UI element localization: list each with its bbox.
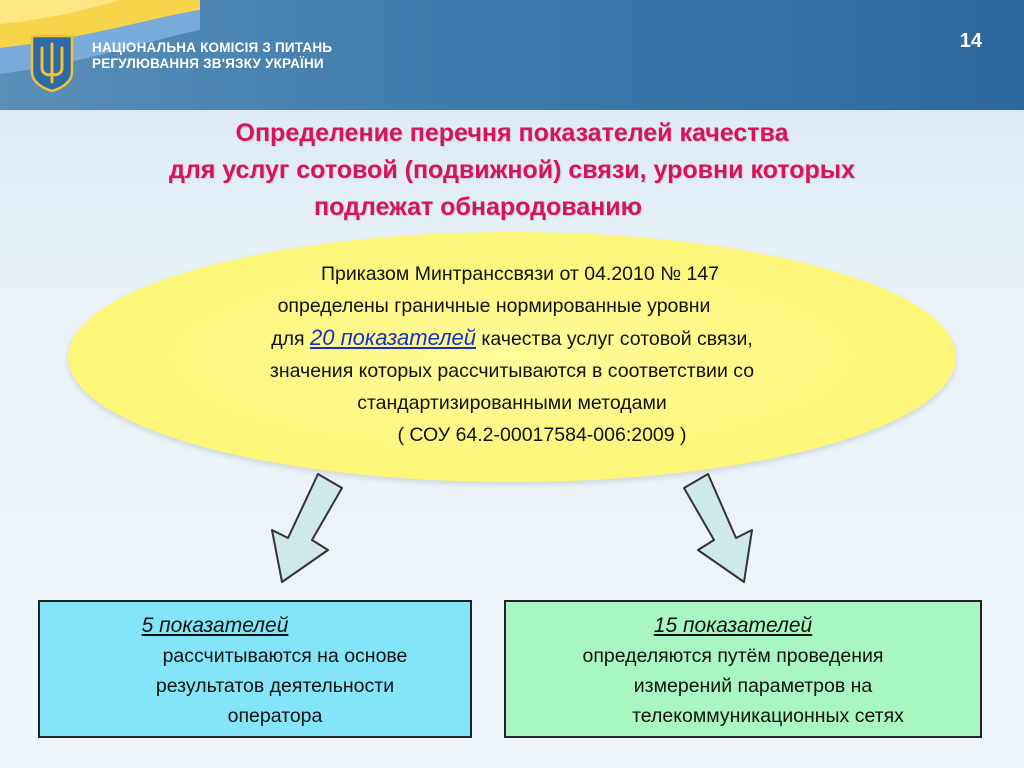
title-line-2: для услуг сотовой (подвижной) связи, уровни которых (168, 156, 855, 184)
ellipse-line-3 (68, 322, 956, 355)
ellipse-line-1: Приказом Минтранссвязи от 04.2010 № 147 (320, 263, 720, 285)
ellipse-line-2: определены граничные нормированные уровни (277, 295, 711, 317)
arrow-down-right-icon (676, 470, 786, 590)
fifteen-indicators-line-2: измерений параметров на (633, 675, 873, 697)
page-number: 14 (959, 30, 982, 52)
org-line-2: РЕГУЛЮВАННЯ ЗВ'ЯЗКУ УКРАЇНИ (92, 56, 324, 71)
ellipse-line-5: стандартизированными методами (357, 392, 667, 414)
five-indicators-heading: 5 показателей (141, 614, 289, 637)
ellipse-line-3-prefix: для (271, 328, 305, 350)
header-bar (0, 0, 1024, 110)
ellipse-line-6: ( СОУ 64.2-00017584-006:2009 ) (397, 424, 687, 446)
fifteen-indicators-heading: 15 показателей (653, 614, 813, 637)
five-indicators-line-1: рассчитываются на основе (162, 645, 408, 667)
ellipse-text (68, 258, 956, 451)
organization-name (92, 40, 332, 72)
slide-title (0, 115, 1024, 226)
fifteen-indicators-line-1: определяются путём проведения (582, 645, 884, 667)
title-line-3: подлежат обнародованию (314, 193, 642, 221)
org-line-1: НАЦІОНАЛЬНА КОМІСІЯ З ПИТАНЬ (92, 40, 333, 55)
arrow-down-left-icon (262, 470, 372, 590)
fifteen-indicators-box (504, 600, 982, 738)
indicators-20-link[interactable]: 20 показателей (309, 325, 476, 350)
ellipse-line-3-suffix: качества услуг сотовой связи, (481, 328, 753, 350)
fifteen-indicators-line-3: телекоммуникационных сетях (632, 705, 904, 727)
five-indicators-box (38, 600, 472, 738)
ellipse-line-4: значения которых рассчитываются в соответствии со (269, 360, 755, 382)
trident-emblem-icon (30, 34, 74, 92)
title-line-1: Определение перечня показателей качества (235, 119, 789, 147)
five-indicators-line-2: результатов деятельности (155, 675, 395, 697)
five-indicators-line-3: оператора (227, 705, 323, 727)
